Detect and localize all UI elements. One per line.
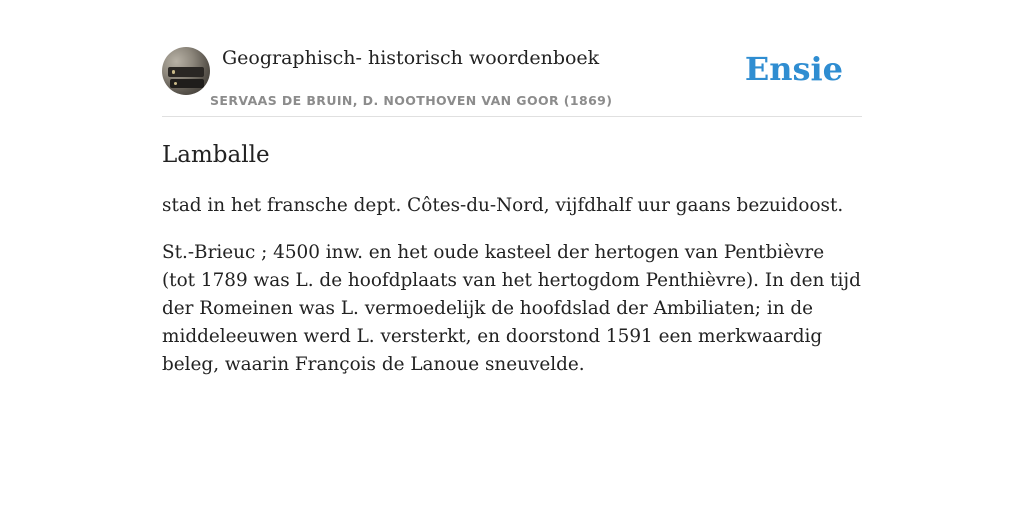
book-author: SERVAAS DE BRUIN, D. NOOTHOVEN VAN GOOR (1869) (210, 93, 613, 108)
book-cover-icon[interactable] (162, 47, 210, 95)
entry-paragraph: St.-Brieuc ; 4500 inw. en het oude kasteel der hertogen van Pentbièvre (tot 1789 was L. de hoofdplaats van het hertogdom Penthièvre). In den tijd der Romeinen was L. vermoedelijk de hoofdslad der Ambiliaten; in de middeleeuwen werd L. versterkt, en doorstond 1591 een merkwaardig beleg, waarin François de Lanoue sneuvelde. (162, 242, 861, 375)
entry-title: Lamballe (162, 142, 270, 168)
entry-paragraph: stad in het fransche dept. Côtes-du-Nord, vijfdhalf uur gaans bezuidoost. (162, 195, 844, 216)
book-header (162, 0, 862, 117)
book-title[interactable]: Geographisch- historisch woordenboek (222, 47, 600, 69)
page-container (162, 0, 862, 375)
ensie-logo-link[interactable]: Ensie (744, 50, 843, 88)
